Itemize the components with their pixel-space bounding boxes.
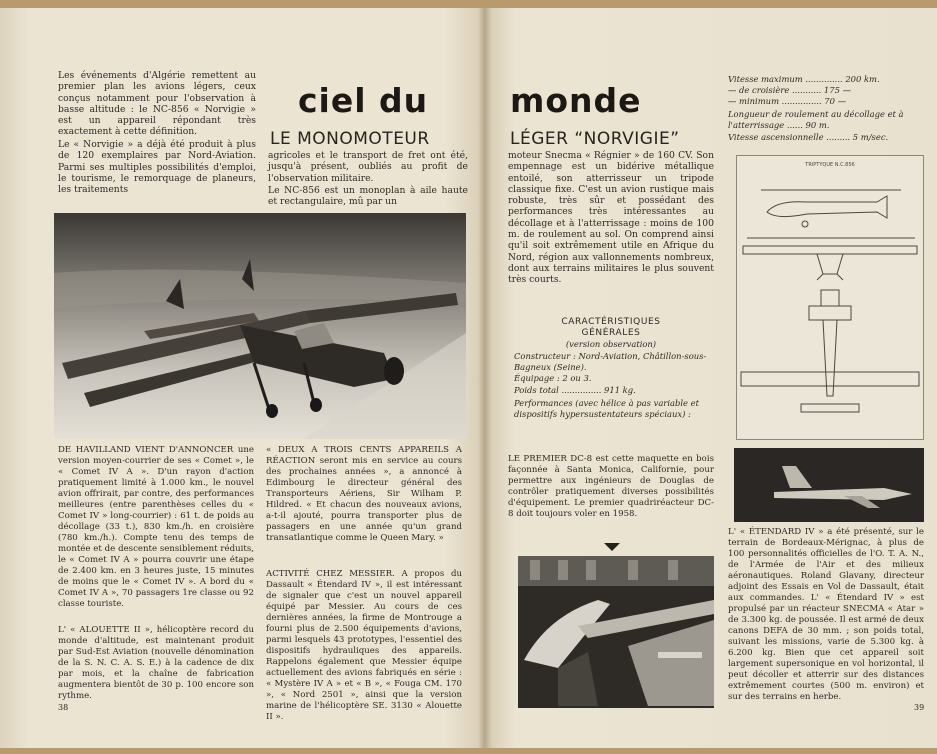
jet-aircraft-news: « DEUX A TROIS CENTS APPAREILS A RÉACTION seront mis en service au cours des prochaines années », a annoncé à Edimbourg le directeur général des Transporteurs Aériens, Sir Wilham P. Hildred. « Et chacun des nouveaux avions, a-t-il ajouté, pourra transporter plus de passagers en une année qu'un grand transatlantique comme le Queen Mary. » — [266, 445, 462, 543]
book-spine — [478, 8, 492, 748]
perf-line: — minimum ............... 70 — — [728, 96, 846, 106]
left-page — [0, 8, 484, 748]
messier-news: ACTIVITÉ CHEZ MESSIER. A propos du Dassault « Étendard IV », il est intéressant de signaler que c'est un nouvel appareil équipé par Messier. Au cours de ces dernières années, la firme de Montrouge a fourni plus de 2.500 équipements d'avions, parmi lesquels 43 prototypes, l'essentiel des dispositifs hydrauliques des appareils. Rappelons également que Messier équipe actuellement des avions fabriqués en série : « Mystère IV A » et « B », « Fouga CM. 170 », « Nord 2501 », ainsi que la version marine de l'hélicoptère SE. 3130 « Alouette II ». — [266, 569, 462, 722]
norvigie-aircraft-photo — [54, 213, 466, 439]
dc8-hangar-image — [518, 556, 714, 708]
magazine-section-title-right: monde — [510, 81, 642, 120]
etendard-photo — [734, 448, 924, 522]
intro-paragraph-2: Le « Norvigie » a déjà été produit à plus de 120 exemplaires par Nord-Aviation. Parmi ses multiples possibilités d'emploi, le tourisme, le remorquage de planeurs, les traitements — [58, 139, 256, 196]
dc8-mockup-photo — [518, 556, 714, 708]
perf-line: Vitesse ascensionnelle ......... 5 m/sec. — [728, 132, 889, 142]
spec-line: Équipage : 2 ou 3. — [514, 373, 592, 383]
norvigie-airplane-image — [54, 213, 466, 439]
aircraft-triptych-icon — [737, 156, 923, 439]
magazine-section-title-left: ciel du — [298, 81, 429, 120]
perf-line: Longueur de roulement au décollage et à l'atterrissage ...... 90 m. — [728, 109, 904, 130]
dehavilland-news: DE HAVILLAND VIENT D'ANNONCER une version moyen-courrier de ses « Comet », le « Comet IV A ». D'un rayon d'action pratiquement limité à 1.000 km., le nouvel avion offrirait, par contre, des performances meilleures (entre parenthèses celles du « Comet IV » long-courrier) : 61 t. de poids au décollage (33 t.), 830 km./h. en croisière (780 km./h.). Compte tenu des temps de montée et de descente sensiblement réduits, le « Comet IV A » pourra couvrir une étape de 2.400 km. en 3 heures juste, 15 minutes de moins que le « Comet IV ». A bord du « Comet IV A », 70 passagers 1re classe ou 92 classe touriste. — [58, 445, 254, 609]
page-number-left: 38 — [58, 703, 69, 712]
photo-arrow-icon — [604, 543, 620, 551]
three-view-drawing — [736, 155, 924, 440]
dc8-news: LE PREMIER DC-8 est cette maquette en bois façonnée à Santa Monica, Californie, pour permettre aux ingénieurs de Douglas de contrôler pratiquement diverses possibilités d'équipement. Le premier quadriréacteur DC-8 doit toujours voler en 1958. — [508, 454, 714, 519]
page-number-right: 39 — [914, 703, 925, 712]
blueprint-label: TRIPTYQUE N.C.856 — [805, 162, 855, 168]
intro-paragraph: Les événements d'Algérie remettent au premier plan les avions légers, ceux conçus notamment pour l'observation à basse altitude : le NC-856 « Norvigie » est un appareil répondant très exactement à cette définition. — [58, 70, 256, 138]
perf-line: — de croisière ........... 175 — — [728, 85, 851, 95]
etendard-jet-image — [734, 448, 924, 522]
spec-line: Performances (avec hélice à pas variable et dispositifs hypersustentateurs spéciaux) : — [514, 398, 699, 419]
spec-line: Constructeur : Nord-Aviation, Châtillon-sous-Bagneux (Seine). — [514, 351, 707, 372]
article-subtitle-left: LE MONOMOTEUR — [270, 129, 430, 149]
etendard-news: L' « ÉTENDARD IV » a été présenté, sur le terrain de Bordeaux-Mérignac, à plus de 100 personnalités officielles de l'O. T. A. N., de l'Armée de l'Air et des milieux aéronautiques. Roland Glavany, directeur adjoint des Essais en Vol de Dassault, était aux commandes. L' « Étendard IV » est propulsé par un réacteur SNECMA « Atar » de 3.300 kg. de poussée. Il est armé de deux canons DEFA de 30 mm. ; son poids total, suivant les missions, varie de 5.300 kg. à 6.200 kg. Bien que cet appareil soit largement supersonique en vol horizontal, il peut décoller et atterrir sur des distances extrêmement courtes (500 m. environ) et sur des terrains en herbe. — [728, 527, 924, 702]
specs-heading-2: GÉNÉRALES — [581, 328, 641, 338]
alouette-news: L' « ALOUETTE II », hélicoptère record du monde d'altitude, est maintenant produit par Sud-Est Aviation (nouvelle dénomination de la S. N. C. A. S. E.) à la cadence de dix par mois, et la chaîne de fabrication augmentera bientôt de 30 p. 100 encore son rythme. — [58, 625, 254, 701]
article-column-3: moteur Snecma « Régnier » de 160 CV. Son empennage est un bidérive métallique entoilé, son atterrisseur un tripode classique fixe. C'est un avion rustique mais robuste, très sûr et possédant des performances très intéressantes au décollage et à l'atterrissage : moins de 100 m. de roulement au sol. On comprend ainsi qu'il soit extrêmement utile en Afrique du Nord, région aux vallonnements nombreux, dont aux terrains militaires le plus souvent très courts. — [508, 150, 714, 286]
spec-line: Poids total ............... 911 kg. — [514, 385, 636, 395]
perf-line: Vitesse maximum .............. 200 km. — [728, 74, 880, 84]
right-page — [484, 8, 937, 748]
article-column-2: agricoles et le transport de fret ont été, jusqu'à présent, oubliés au profit de l'observation militaire. — [268, 150, 468, 184]
article-column-2b: Le NC-856 est un monoplan à aile haute et rectangulaire, mû par un — [268, 185, 468, 208]
specs-heading: CARACTÉRISTIQUES — [561, 317, 661, 327]
specs-version: (version observation) — [565, 339, 657, 349]
article-subtitle-right: LÉGER “NORVIGIE” — [510, 129, 680, 149]
